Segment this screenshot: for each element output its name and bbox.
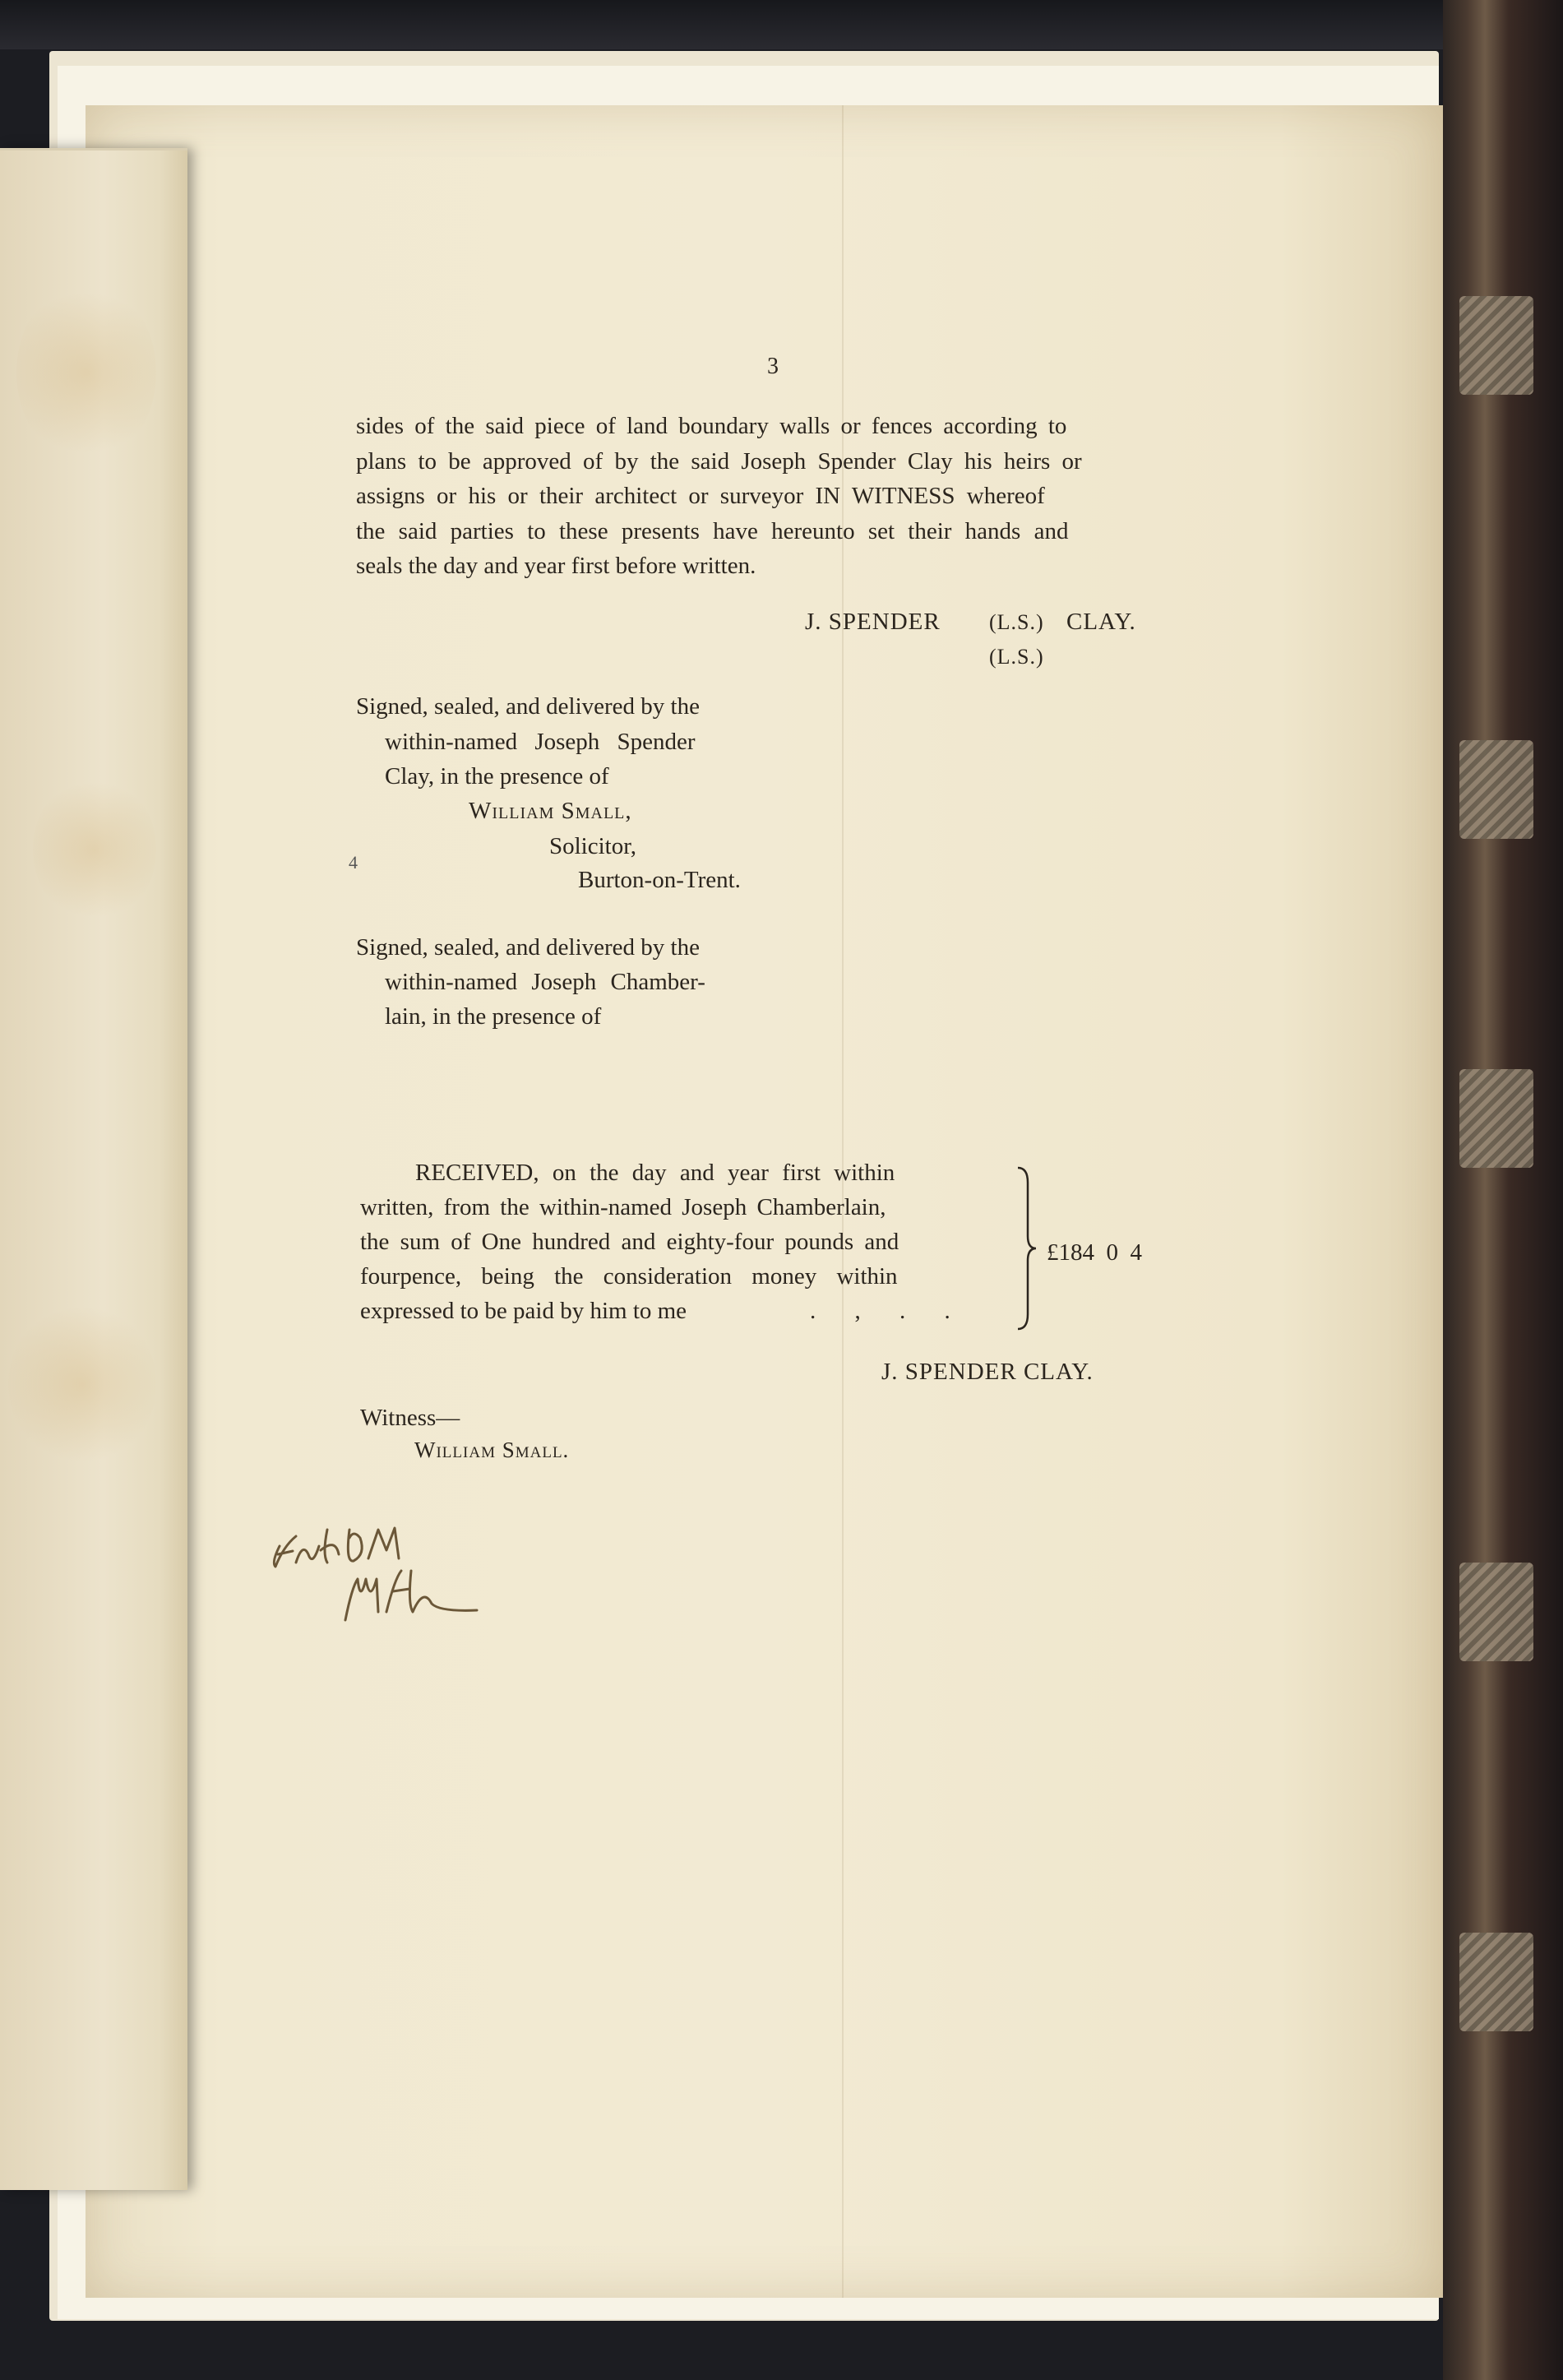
attestation-line: within-named Joseph Spender xyxy=(385,729,696,755)
receipt-signature: J. SPENDER CLAY. xyxy=(881,1359,1094,1385)
receipt-dots: . , . . xyxy=(810,1298,950,1324)
stain xyxy=(8,1302,156,1466)
seal-mark: (L.S.) xyxy=(989,610,1044,634)
body-line: plans to be approved of by the said Joseph Spender Clay his heirs or xyxy=(356,448,1082,475)
receipt-line: written, from the within-named Joseph Chamberlain, xyxy=(360,1194,886,1220)
binding-tab xyxy=(1459,1933,1533,2031)
handwritten-signature xyxy=(263,1497,510,1628)
book-binding-edge xyxy=(1443,0,1563,2380)
witness-label: Witness— xyxy=(360,1405,460,1431)
margin-mark: 4 xyxy=(349,852,358,873)
binding-tab xyxy=(1459,1069,1533,1168)
binding-tab xyxy=(1459,296,1533,395)
binding-tab xyxy=(1459,1563,1533,1661)
page-number: 3 xyxy=(767,354,779,379)
stain xyxy=(16,282,156,463)
body-line: the said parties to these presents have hereunto set their hands and xyxy=(356,518,1069,544)
witness-place: Burton-on-Trent. xyxy=(578,867,741,893)
receipt-line: fourpence, being the consideration money within xyxy=(360,1263,898,1290)
receipt-line: RECEIVED, on the day and year first within xyxy=(415,1160,895,1186)
signature-name: J. SPENDER xyxy=(805,609,941,635)
witness-name: William Small, xyxy=(469,798,632,824)
folded-flap xyxy=(0,148,187,2190)
attestation-line: Signed, sealed, and delivered by the xyxy=(356,934,700,961)
attestation-line: within-named Joseph Chamber- xyxy=(385,969,705,995)
book-binding-top xyxy=(0,0,1563,49)
signature-name: CLAY. xyxy=(1066,609,1136,635)
receipt-line: the sum of One hundred and eighty-four pounds and xyxy=(360,1229,899,1255)
body-line: seals the day and year first before written. xyxy=(356,553,756,579)
stain xyxy=(33,776,156,924)
witness-name: William Small. xyxy=(414,1438,570,1462)
witness-title: Solicitor, xyxy=(549,833,636,859)
receipt-line: expressed to be paid by him to me xyxy=(360,1298,687,1324)
attestation-line: Clay, in the presence of xyxy=(385,763,609,789)
receipt-brace xyxy=(1016,1166,1038,1331)
seal-mark: (L.S.) xyxy=(989,645,1044,669)
binding-tab xyxy=(1459,740,1533,839)
attestation-line: Signed, sealed, and delivered by the xyxy=(356,693,700,720)
attestation-line: lain, in the presence of xyxy=(385,1003,602,1030)
body-line: assigns or his or their architect or surveyor IN WITNESS whereof xyxy=(356,483,1045,509)
body-line: sides of the said piece of land boundary walls or fences according to xyxy=(356,413,1067,439)
receipt-amount: £184 0 4 xyxy=(1047,1239,1142,1266)
